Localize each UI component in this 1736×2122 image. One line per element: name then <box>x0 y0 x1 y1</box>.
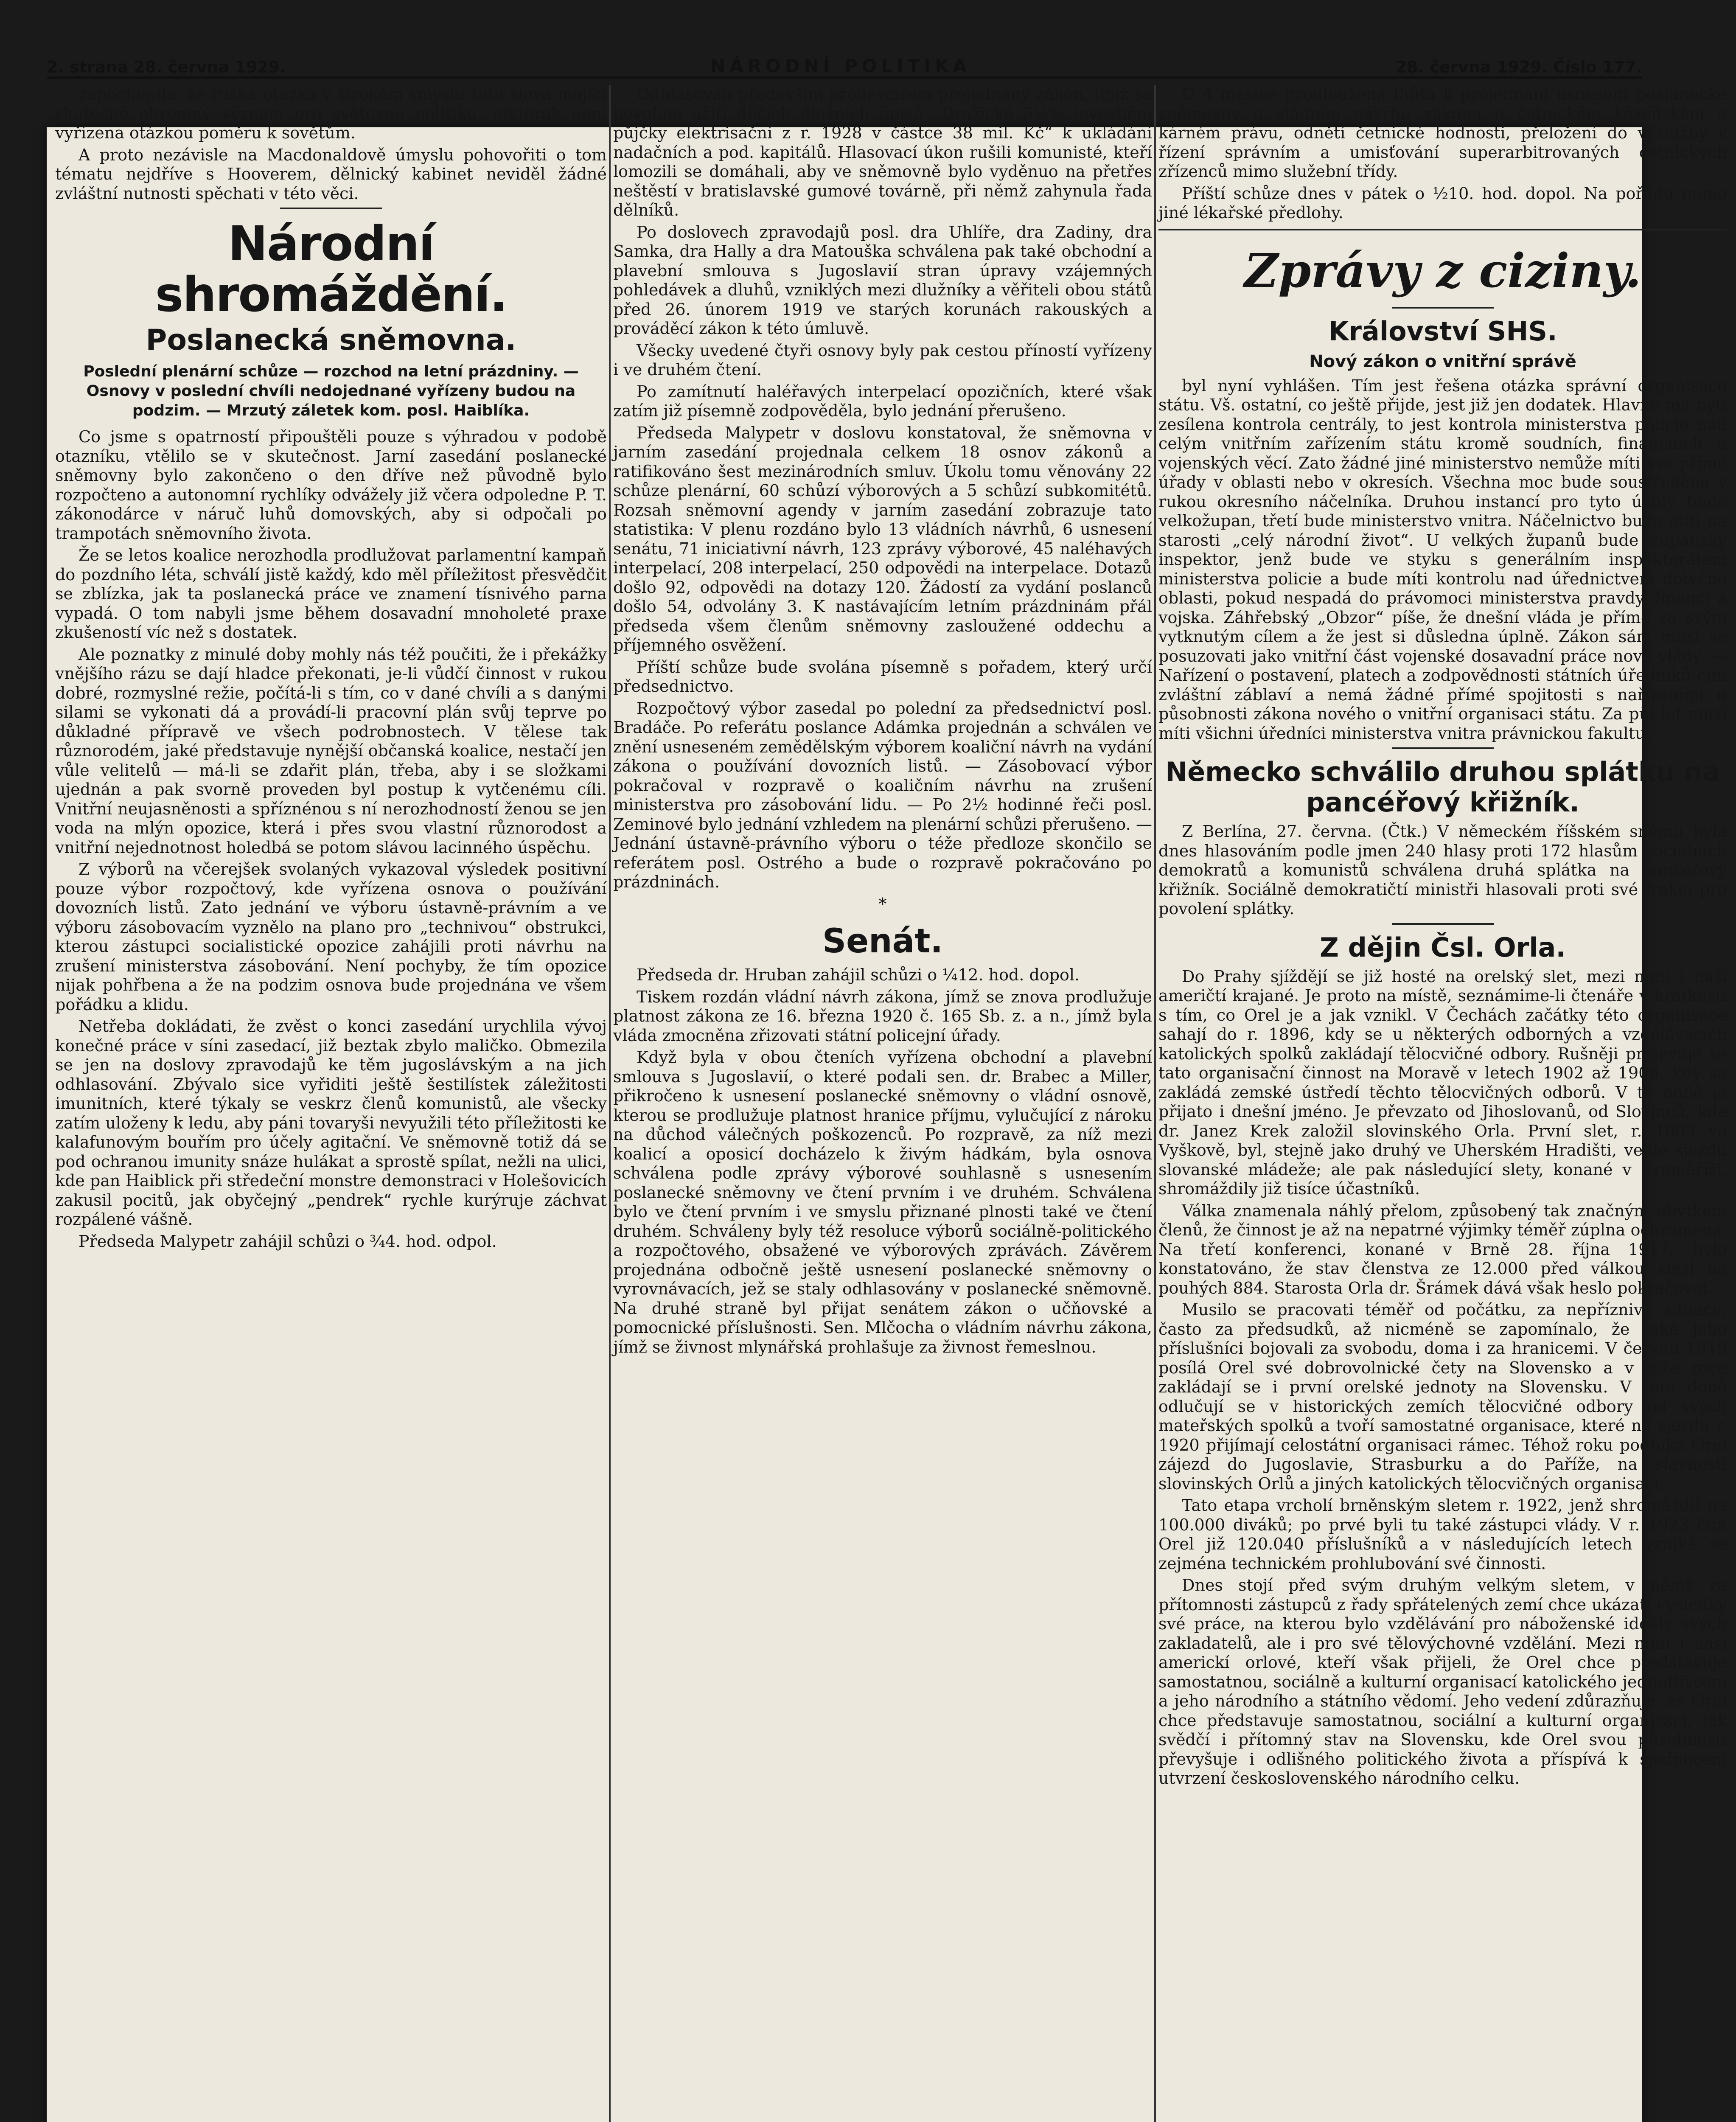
header-right: 28. června 1929. Číslo 177. <box>1395 58 1642 76</box>
article-paragraph: zapochopila, že ruská otázka v širokém smyslu toto slova mající skutečně ohromný význam pro světovou politiku, nikterak není vyřízena otázkou poměru k sovětům. <box>55 85 607 142</box>
section-asterisk: * <box>878 894 887 913</box>
article-paragraph: Ale poznatky z minulé doby mohly nás též poučiti, že i překážky vnějšího rázu se dají hladce překonati, je-li vůdčí činnost v rukou dobré, rozmyslné režie, počítá-li s tím, co v dané chvíli a s danými silami se vykonati dá a provádí-li pracovní plán svůj teprve po důkladné přípravě ve všech podrobnostech. V tělese tak různorodém, jaké představuje nynější občanská koalice, nestačí jen vůle velitelů — má-li se zdařit plán, třeba, aby i se složkami ujednán a pak svorně proveden byl postup k vytčenému cíli. Vnitřní neujasněnosti a spříznénou s ní nerozhodností ženou se jen voda na mlýn opozice, která i přes svou vlastní různorodost a vnitřní nejednotnost holedbá se potom slávou lacinného úspěchu. <box>55 645 607 857</box>
masthead: NÁRODNÍ POLITIKA <box>710 56 971 76</box>
page-header <box>47 53 1642 79</box>
article-paragraph: Válka znamenala náhlý přelom, způsobený tak značným úbytkem členů, že činnost je až na nepatrné výjimky téměř zúplna ochromena. Na třetí konferenci, konané v Brně 28. října 1917, bylo konstatováno, že stav členstva ze 12.000 před válkou klesl na pouhých 884. Starosta Orla dr. Šrámek dává však heslo pokračovat. <box>1158 1201 1727 1297</box>
article-paragraph: Že se letos koalice nerozhodla prodlužovat parlamentní kampaň do pozdního léta, schválí jistě každý, kdo měl příležitost přesvědčit se zblízka, jak ta poslanecká práce ve znamení tísnivého parna vypadá. O tom nabyli jsme během dosavadní mnoholeté praxe zkušeností víc než s dostatek. <box>55 546 607 642</box>
column-rule <box>609 85 611 2122</box>
article-paragraph: Netřeba dokládati, že zvěst o konci zasedání urychlila vývoj konečné práce v síni zasedací, již beztak zbylo maličko. Obmezila se jen na doslovy zpravodajů ke těm jugoslávským a na jich odhlasování. Zbývalo sice vyřiditi ještě šestilístek záležitosti imunitních, které týkaly se veskrz členů komunistů, ale všecky zatím uloženy k ledu, aby páni tovaryši nevyužili této příležitosti ke kalafunovým bouřím pro účely agitační. Ve sněmovně totiž dá se pod ochranou imunity snáze hulákat a sprostě spílat, nežli na ulici, kde pan Haiblick při středeční monstre demonstraci v Holešovicích zakusil pocitů, jak obyčejný „pendrek“ rychle kurýruje záchvat rozpálené vášně. <box>55 1017 607 1229</box>
article-paragraph: Předseda dr. Hruban zahájil schůzi o ¼12. hod. dopol. <box>637 966 1080 984</box>
column-2 <box>613 85 1152 1359</box>
column-3 <box>1158 85 1727 1791</box>
article-paragraph: Po doslovech zpravodajů posl. dra Uhlíře, dra Zadiny, dra Samka, dra Hally a dra Matouška schválena pak také obchodní a plavební smlouva s Jugoslavií stran úpravy vzájemných pohledávek a dluhů, vzniklých mezi dlužníky a věřiteli obou států před 26. únorem 1919 ve starých korunách rakouských a prováděcí zákon k této úmluvě. <box>613 222 1152 338</box>
article-paragraph: Předseda Malypetr v doslovu konstatoval, že sněmovna v jarním zasedání projednala celkem 18 osnov zákonů a ratifikováno šest mezinárodních smluv. Úkolu tomu věnovány 22 schůze plenární, 60 schůzí výborových a 5 schůzí subkomitétů. Rozsah sněmovní agendy v jarním zasedání zobrazuje tato statistika: V plenu rozdáno bylo 13 vládních návrhů, 6 usnesení senátu, 71 iniciativní návrh, 123 zprávy výborové, 45 naléhavých interpelací, 208 interpelací, 250 odpovědi na interpelace. Dotazů došlo 92, odpovědi na dotazy 120. Žádostí za vydání poslanců došlo 54, odvolány 3. K nastávajícím letním prázdninám přál předseda všem členům sněmovny zasloužené oddechu a příjemného osvěžení. <box>613 423 1152 654</box>
article-paragraph: Tiskem rozdán vládní návrh zákona, jímž se znova prodlužuje platnost zákona ze 16. března 1920 č. 165 Sb. z. a n., jímž byla vláda zmocněna zřizovati státní policejní úřady. <box>613 987 1152 1045</box>
article-paragraph: Co jsme s opatrností připouštěli pouze s výhradou v podobě otazníku, vtělilo se v skutečnost. Jarní zasedání poslanecké sněmovny bylo zakončeno o den dříve než původně bylo rozpočteno a autonomní rychlíky odvážely již včera odpoledne P. T. zákonodárce v náruč luhů domovských, aby si odpočali po trampotách sněmovního života. <box>55 427 607 543</box>
article-paragraph: Z Berlína, 27. června. (Čtk.) V německém říšském sněmu byla dnes hlasováním podle jmen 240 hlasy proti 172 hlasům sociálních demokratů a komunistů schválena druhá splátka na pancéřový křižník. Sociálně demokratičtí ministři hlasovali proti své frakci pro povolení splátky. <box>1158 822 1727 918</box>
article-paragraph: Do Prahy sjíždějí se již hosté na orelský slet, mezi nimi i naši američtí krajané. Je proto na místě, seznámime-li čtenáře v krátkosti s tím, co Orel je a jak vznikl. V Čechách začátky této organisace sahají do r. 1896, kdy se u některých odborných a vzdělávacích katolických spolků zakládají tělocvičné odbory. Rušněji projevuje se tato organisační činnost na Moravě v letech 1902 až 1908, kdy se zakládá zemské ústředí těchto tělocvičných odborů. V té době je přijato i dnešní jméno. Je převzato od Jihoslovanů, od Slovinců, kde dr. Janez Krek založil slovinského Orla. První slet, r. 1909 ve Vyškově, byl, stejně jako druhý ve Uherském Hradišti, vedle sjezdu slovanské mládeže; ale pak následující slety, konané v Kroměříži, shromáždily již tisíce účastníků. <box>1158 967 1727 1198</box>
article-lead: Poslední plenární schůze — rozchod na letní prázdniny. — Osnovy v poslední chvíli nedojednané vyřízeny budou na podzim. — Mrzutý záletek kom. posl. Haiblíka. <box>83 363 579 419</box>
article-heading: Německo schválilo druhou splátku na pancéřový křižník. <box>1165 756 1720 818</box>
article-paragraph: Příští schůze bude svolána písemně s pořadem, který určí předsednictvo. <box>613 657 1152 696</box>
article-paragraph: Z výborů na včerejšek svolaných vykazoval výsledek positivní pouze výbor rozpočtový, kde vyřízena osnova o používání dovozních listů. Zato jednání ve výboru ústavně-právním a ve výboru zásobovacím vyznělo na plano pro „technivou“ obstrukci, kterou zástupci socialistické opozice zahájili proti návrhu na zrušení ministerstva zásobování. Není pochyby, že tím opozice nijak pohřbena a že na podzim osnova bude projednána ve všem pořádku a klidu. <box>55 860 607 1014</box>
article-paragraph: Když byla v obou čteních vyřízena obchodní a plavební smlouva s Jugoslavií, o které podali sen. dr. Brabec a Miller, přikročeno k usnesení poslanecké sněmovny o vládní osnově, kterou se prodlužuje platnost hranice příjmu, vylučující z nároku na důchod válečných poškozenců. Po rozpravě, za níž mezi koalicí a oposicí docházelo k živým hádkám, byla osnova schválena podle zprávy výborové souhlasně s usnesením poslanecké sněmovny ve čtení prvním i ve druhém. Schválena bylo ve čtení prvním i ve smyslu přiznané plnosti také ve čtení druhém. Schváleny byly též resoluce výborů sociálně-politického a rozpočtového, obsažené ve výborových zprávách. Závěrem projednána odbočně ještě usnesení poslanecké sněmovny o vyrovnávacích, jež se staly odhlasovány v poslanecké sněmovně. Na druhé straně byl přijat senátem zákon o učňovské a pomocnické příslušnosti. Sen. Mlčocha o vládním návrhu zákona, jímž se živnost mlynářská prohlašuje za živnost řemeslnou. <box>613 1048 1152 1356</box>
header-left: 2. strana 28. června 1929. <box>47 58 286 76</box>
article-paragraph: Rozpočtový výbor zasedal po polední za předsednictví posl. Bradáče. Po referátu poslance Adámka projednán a schválen ve znění usneseném zemědělským výborem koaliční návrh na vydání zákona o používání dovozních listů. — Zásobovací výbor pokračoval v rozpravě o koaličním návrhu na zrušení ministerstva pro zásobování lidu. — Po 2½ hodinné řeči posl. Zeminové bylo jednání vzhledem na plenární schůzi přerušeno. — Jednání ústavně-právního výboru o téže předloze skončilo se referátem posl. Ostrého a bude o rozpravě pokračováno po prázdninách. <box>613 699 1152 891</box>
article-paragraph: Musilo se pracovati téměř od počátku, za nepříznivé situace, často za předsudků, až nicméně se zapomínalo, že také jeho příslušníci bojovali za svobodu, doma i za hranicemi. V červnu 1919 posílá Orel své dobrovolnické čety na Slovensko a v téže roce zakládají se i první orelské jednoty na Slovensku. V této době odlučují se v historických zemích tělocvičné odbory od svých mateřských spolků a tvoří samostatné organisace, které na sjezdu r. 1920 přijímají celostátní organisaci rámec. Téhož roku podniká Orel zájezd do Jugoslavie, Strasburku a do Paříže, na slavnosti slovinských Orlů a jiných katolických tělocvičných organisací. <box>1158 1300 1727 1493</box>
article-subheading: Nový zákon o vnitřní správě <box>1309 351 1576 371</box>
divider <box>280 208 382 209</box>
divider <box>1392 923 1494 925</box>
article-paragraph: O 4 měsíce prodloužena lhůta k projednání usnesení poslanecké sněmovny o vládním návrhu zákona o četnickém kázeňském a kárném právu, odnětí četnické hodnosti, přeložení do výslužby v řízení správním a umisťování superarbitrovaných četnických zřízenců mimo služební třídy. <box>1158 85 1727 181</box>
article-heading: Království SHS. <box>1328 315 1557 347</box>
article-paragraph: Tato etapa vrcholí brněnským sletem r. 1922, jenž shromáždil na 100.000 diváků; po prvé byli tu také zástupci vlády. V r. 1923 čítá Orel již 120.040 příslušníků a v následujících letech vzniká se zejména technickém prohlubování své činnosti. <box>1158 1496 1727 1573</box>
article-paragraph: Příští schůze dnes v pátek o ½10. hod. dopol. Na pořadu mimo jiné lékařské předlohy. <box>1158 184 1727 222</box>
article-paragraph: byl nyní vyhlášen. Tím jest řešena otázka správní organisace státu. Vš. ostatní, co ještě přijde, jest již jen dodatek. Hlavně má býti zesílena kontrola centrály, to jest kontrola ministerstva policie nad celým vnitřním zařízením státu kromě soudních, finančních a vojenských věcí. Zato žádné jiné ministerstvo nemůže míti své přímé úřady v oblasti nebo v okresích. Všechna moc bude soustředěna v rukou okresního náčelníka. Druhou instancí pro tyto úkoly bude velkožupan, třetí bude ministerstvo vnitra. Náčelnictvo bude míti na starosti „celý národní život“. U velkých županů bude županský inspektor, jenž bude ve styku s generálním inspektorátem ministerstva policie a bude míti kontrolu nad úřednictvem dotyčné oblasti, pokud nespadá do právomoci ministerstva pravdy, financí a vojska. Záhřebský „Obzor“ píše, že dnešní vláda je přímo za svým vytknutým cílem a že jest si důsledna úplně. Zákon sám musí se posuzovati jako vnitřní část vojenské dosavadní práce nové vlády. — Nařízení o postavení, platech a zodpovědnosti státních úředníků činí zvláštní záblaví a nemá žádné přímé spojitosti s nařízeními o působnosti zákona nového o vnitřní organisaci státu. Za půl let musí míti všichni úředníci ministerstva vnitra právnickou fakultu. <box>1158 376 1727 743</box>
section-subheading: Poslanecká sněmovna. <box>146 323 516 357</box>
article-paragraph: Odhlasován především předevčírem projednaný zákon, jímž se povoluje užití dílčích dlužních úpisů „Dražické 5½% investiční půjčky elektrisační z r. 1928 v částce 38 mil. Kč“ k ukládání nadačních a pod. kapitálů. Hlasovací úkon rušili komunisté, kteří lomozili se domáhali, aby ve sněmovně bylo vyděnuo na přetřes neštěstí v bratislavské gumové továrně, při němž zahynula řada dělníků. <box>613 85 1152 219</box>
article-paragraph: Po zamítnutí haléřavých interpelací opozičních, které však zatím již písemně zodpověděla, bylo jednání přerušeno. <box>613 382 1152 420</box>
article-heading: Z dějin Čsl. Orla. <box>1320 932 1566 963</box>
divider <box>1392 747 1494 749</box>
article-paragraph: Předseda Malypetr zahájil schůzi o ¾4. hod. odpol. <box>79 1232 497 1251</box>
section-heading: Zprávy z ciziny. <box>1244 243 1641 298</box>
article-paragraph: Dnes stojí před svým druhým velkým sletem, v němž za přítomnosti zástupců z řady spřátelených zemí chce ukázati výsledky své práce, na kterou bylo vzdělávání pro náboženské ideály svých zakladatelů, ale i pro své tělovýchovné vzdělání. Mezi nimi i naši americkí orlové, kteří však přijeli, že Orel chce představuje samostatnou, sociálně a kulturní organisací katolického jednotlivcem a jeho národního a státního vědomí. Jeho vedení zdůrazňuje, že Orel chce představuje samostatnou, sociální a kulturní organisaci, jak svědčí i přítomný stav na Slovensku, kde Orel svou působností převyšuje i odlišného politického života a příspívá k sjednocení utvrzení československého národního celku. <box>1158 1576 1727 1788</box>
article-paragraph: A proto nezávisle na Macdonaldově úmyslu pohovořiti o tom tématu nejdříve s Hooverem, dělnický kabinet neviděl žádné zvláštní nutnosti spěchati v této věci. <box>55 145 607 203</box>
column-1 <box>55 85 607 1254</box>
section-heading: Národní shromáždění. <box>155 216 507 323</box>
column-rule <box>1154 85 1156 2122</box>
divider <box>1158 229 1727 230</box>
article-paragraph: Všecky uvedené čtyři osnovy byly pak cestou příností vyřízeny i ve druhém čtení. <box>613 341 1152 379</box>
divider <box>1392 307 1494 309</box>
section-heading: Senát. <box>822 922 943 960</box>
